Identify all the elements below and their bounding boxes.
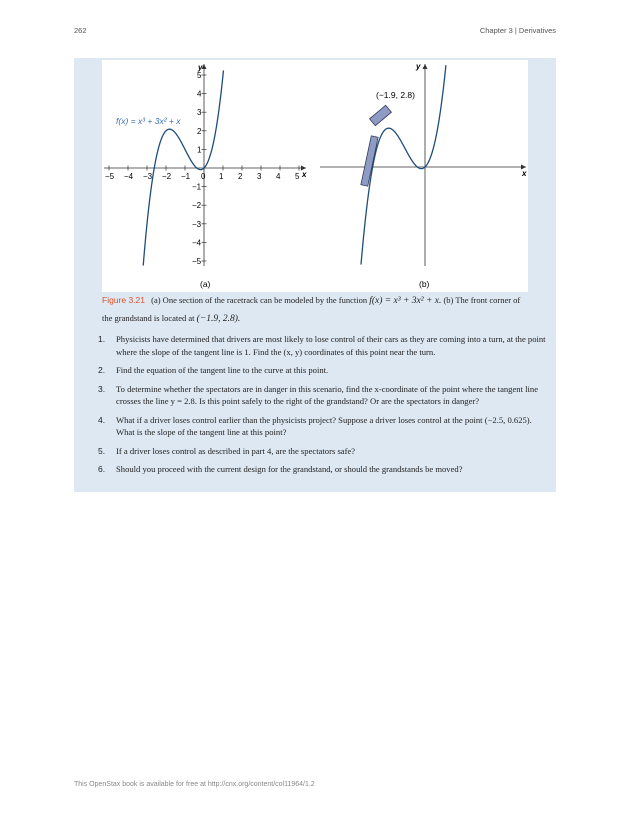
caption-text-a: (a) One section of the racetrack can be modeled by the function [151,295,368,305]
y-tick-label: 1 [197,145,202,155]
y-tick-label: 3 [197,108,202,118]
y-tick-label: 2 [197,126,202,136]
x-tick-label: −3 [143,172,153,181]
question-number: 5. [98,445,106,456]
function-label: f(x) = x³ + 3x² + x [116,116,181,126]
grandstand-point-label: (−1.9, 2.8) [376,90,415,100]
panel-a [104,63,307,289]
panel-a-x-label: x [302,170,307,179]
page-footer: This OpenStax book is available for free at http://cnx.org/content/col11964/1.2 [74,781,315,788]
y-tick-label: −3 [192,219,202,229]
x-tick-label: 3 [257,172,262,181]
caption-text-b: (b) The front corner of the grandstand is located at [102,295,521,323]
question-item [98,463,552,476]
question-text: Physicists have determined that drivers are most likely to lose control of their cars as they are coming into a turn, at the point where the slope of the tangent line is 1. Find the (x, y) coordinates of this point near the turn. [116,334,546,357]
x-tick-label: 4 [276,172,281,181]
chapter-title: Chapter 3 | Derivatives [479,26,556,35]
x-tick-label: −2 [162,172,172,181]
panel-b [320,62,527,289]
grandstand-side [361,136,378,186]
x-tick-label: −5 [105,172,115,181]
panel-b-x-label: x [522,169,527,178]
grandstand-front [370,105,392,125]
question-number: 4. [98,414,106,425]
x-tick-label: 2 [238,172,243,181]
question-text: Find the equation of the tangent line to the curve at this point. [116,365,329,375]
question-item [98,333,552,358]
x-tick-label: 5 [295,172,300,181]
question-number: 3. [98,383,106,394]
y-tick-label: −2 [192,201,202,211]
x-tick-label: 1 [219,172,224,181]
figure-svg [102,60,528,292]
y-tick-label: 5 [197,71,202,80]
x-tick-label: −4 [124,172,134,181]
question-item [98,414,552,439]
x-tick-label: −1 [181,172,191,181]
question-item [98,364,552,377]
panel-a-caption: (a) [200,279,211,289]
question-number: 6. [98,464,106,474]
panel-b-caption: (b) [419,279,430,289]
caption-point: (−1.9, 2.8). [196,314,241,324]
figure-number: Figure 3.21 [102,295,145,305]
question-item [98,383,552,408]
question-number: 1. [98,334,106,344]
y-tick-label: 4 [197,89,202,99]
question-number: 2. [98,365,106,375]
caption-function: f(x) = x³ + 3x² + x. [369,296,442,306]
figure-caption [102,292,532,328]
figure-3-21 [102,60,528,292]
project-box [74,58,556,492]
question-item [98,445,552,458]
question-text: If a driver loses control as described in part 4, are the spectators safe? [116,445,356,456]
page-number: 262 [74,26,87,35]
question-text: What if a driver loses control earlier than the physicists project? Suppose a driver loses control at the point (−2.5, 0.625). What is the slope of the tangent line at this point? [116,414,532,437]
panel-b-y-arrow [423,64,428,69]
panel-b-y-label: y [416,62,421,71]
y-tick-label: −5 [192,257,202,266]
x-tick-label: 0 [201,172,206,181]
y-tick-label: −1 [192,182,202,192]
question-list [98,333,552,482]
question-text: Should you proceed with the current design for the grandstand, or should the grandstands be moved? [116,464,463,474]
y-tick-label: −4 [192,238,202,248]
question-text: To determine whether the spectators are in danger in this scenario, find the x-coordinate of the point where the tangent line crosses the line y = 2.8. Is this point safely to the right of the grandstand? Or are the spectators in danger? [116,383,539,406]
panel-a-y-label: y [198,63,203,72]
